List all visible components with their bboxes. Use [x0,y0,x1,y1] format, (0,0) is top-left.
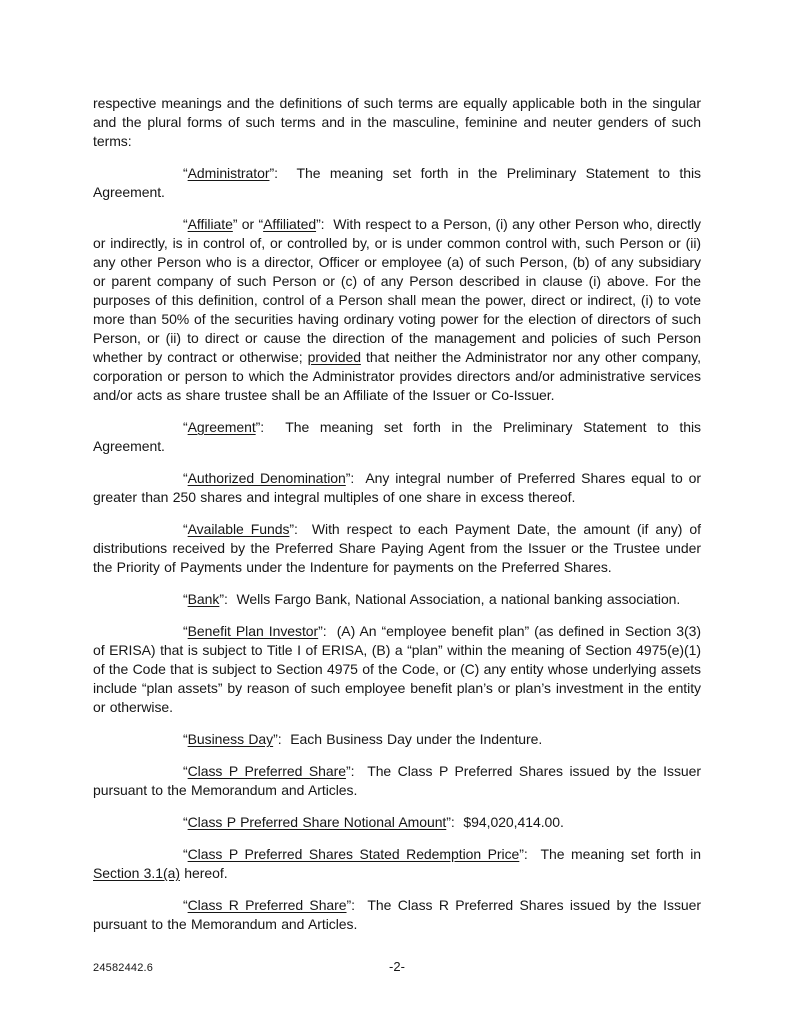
text-run: ”: The meaning set forth in [519,846,702,862]
text-run: ”: The meaning set forth in the Preliminary Statement to this Agreement. [93,419,701,454]
paragraph [93,94,701,151]
document-body [93,94,701,947]
text-run: “ [183,763,188,779]
paragraph [93,590,701,609]
defined-term: provided [307,349,361,365]
paragraph [93,813,701,832]
paragraph [93,622,701,717]
text-run: ”: $94,020,414.00. [446,814,564,830]
text-run: “ [183,731,188,747]
defined-term: Authorized Denomination [187,470,346,486]
text-run: “ [183,897,188,913]
paragraph [93,896,701,934]
defined-term: Class P Preferred Share Notional Amount [187,814,447,830]
text-run: “ [183,419,188,435]
text-run: that neither the Administrator nor any other company, corporation or person to which the Administrator provides directors and/or administrative services and/or acts as share trustee shall be an Affiliate of the Issuer or Co-Issuer. [93,349,701,403]
defined-term: Affiliated [263,216,317,232]
text-run: ”: The meaning set forth in the Preliminary Statement to this Agreement. [93,165,701,200]
paragraph [93,215,701,405]
defined-term: Business Day [187,731,274,747]
paragraph [93,164,701,202]
text-run: hereof. [179,865,228,881]
paragraph [93,762,701,800]
text-run: ”: Any integral number of Preferred Shares equal to or greater than 250 shares and integral multiples of one share in excess thereof. [93,470,701,505]
defined-term: Affiliate [187,216,233,232]
paragraph [93,730,701,749]
text-run: “ [183,216,188,232]
text-run: ”: (A) An “employee benefit plan” (as defined in Section 3(3) of ERISA) that is subject to Title I of ERISA, (B) a “plan” within the meaning of Section 4975(e)(1) of the Code that is subject to Section 4975 of the Code, or (C) any entity whose underlying assets include “plan assets” by reason of such employee benefit plan’s or plan’s investment in the entity or otherwise. [93,623,702,715]
paragraph [93,845,701,883]
footer-page-number: -2- [389,959,405,974]
defined-term: Class P Preferred Shares Stated Redemption Price [187,846,520,862]
text-run: ”: With respect to a Person, (i) any other Person who, directly or indirectly, is in control of, or controlled by, or is under common control with, such Person or (ii) any other Person who is a director, Officer or employee (a) of such Person, (b) of any subsidiary or parent company of such Person or (c) of any Person described in clause (i) above. For the purposes of this definition, control of a Person shall mean the power, direct or indirect, (i) to vote more than 50% of the securities having ordinary voting power for the election of directors of such Person, or (ii) to direct or cause the direction of the management and policies of such Person whether by contract or otherwise; [93,216,701,365]
text-run: “ [183,165,188,181]
paragraph [93,520,701,577]
text-run: “ [183,623,188,639]
paragraph [93,418,701,456]
defined-term: Agreement [187,419,256,435]
text-run: ”: The Class R Preferred Shares issued by the Issuer pursuant to the Memorandum and Articles. [93,897,701,932]
text-run: ” or “ [232,216,264,232]
defined-term: Benefit Plan Investor [187,623,319,639]
text-run: ”: Wells Fargo Bank, National Association, a national banking association. [219,591,681,607]
text-run: “ [183,814,188,830]
defined-term: Class R Preferred Share [187,897,347,913]
footer-document-number: 24582442.6 [93,962,154,974]
text-run: ”: With respect to each Payment Date, the amount (if any) of distributions received by the Preferred Share Paying Agent from the Issuer or the Trustee under the Priority of Payments under the Indenture for payments on the Preferred Shares. [93,521,701,575]
text-run: “ [183,846,188,862]
text-run: respective meanings and the definitions of such terms are equally applicable both in the singular and the plural forms of such terms and in the masculine, feminine and neuter genders of such terms: [93,95,701,149]
text-run: ”: The Class P Preferred Shares issued by the Issuer pursuant to the Memorandum and Articles. [93,763,701,798]
text-run: “ [183,591,188,607]
text-run: “ [183,470,188,486]
defined-term: Available Funds [187,521,290,537]
defined-term: Class P Preferred Share [187,763,346,779]
text-run: “ [183,521,188,537]
defined-term: Administrator [187,165,270,181]
defined-term: Bank [187,591,220,607]
defined-term: Section 3.1(a) [93,865,180,881]
paragraph [93,469,701,507]
text-run: ”: Each Business Day under the Indenture. [273,731,543,747]
